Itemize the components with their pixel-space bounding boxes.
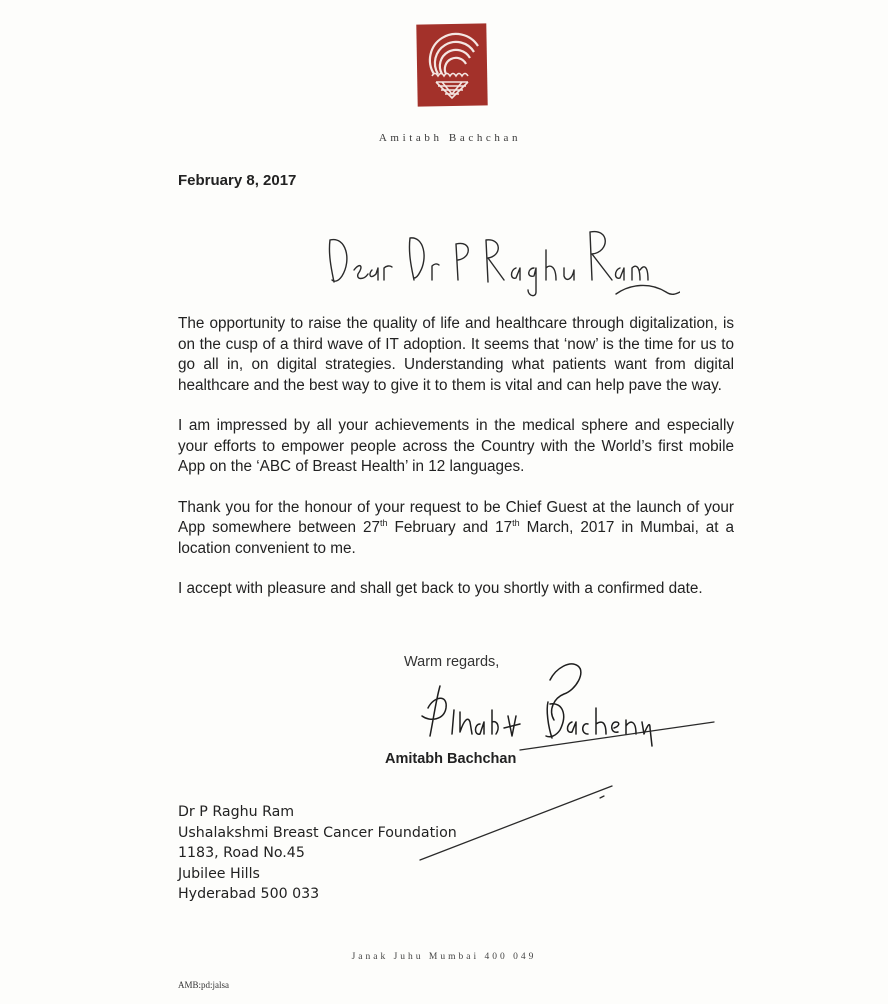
- body-paragraph-1: The opportunity to raise the quality of life and healthcare through digitalization, is on the cusp of a third wave of IT adoption. It seems that ‘now’ is the time for us to go all in, on digital strategies. Understanding what patients want from digital healthcare and the best way to give it to them is vital and can help pave the way.: [178, 315, 734, 394]
- ordinal-suffix-1: th: [380, 517, 388, 528]
- letterhead-name: Amitabh Bachchan: [378, 132, 522, 144]
- letter-body: [178, 314, 734, 620]
- recipient-address: [178, 802, 457, 905]
- body-paragraph-4: I accept with pleasure and shall get back to you shortly with a confirmed date.: [178, 580, 703, 597]
- recipient-organization: Ushalakshmi Breast Cancer Foundation: [178, 824, 457, 841]
- ordinal-suffix-2: th: [512, 517, 520, 528]
- sender-name: Amitabh Bachchan: [385, 751, 517, 767]
- paragraph-3-part-2: February and 17: [387, 519, 513, 536]
- footer-address: Janak Juhu Mumbai 400 049: [351, 952, 537, 962]
- paragraph-3-part-1: Thank you for the honour of your request to be Chief Guest at the launch of your App somewhere between 27: [178, 498, 734, 536]
- recipient-name: Dr P Raghu Ram: [178, 804, 295, 820]
- paragraph-3-part-3: March, 2017 in Mumbai, at a location convenient to me.: [178, 519, 735, 557]
- closing-line: Warm regards,: [404, 654, 500, 670]
- recipient-locality: Jubilee Hills: [178, 865, 260, 882]
- body-paragraph-3: [178, 498, 734, 560]
- recipient-street: 1183, Road No.45: [178, 845, 305, 862]
- reference-code: AMB:pd:jalsa: [178, 980, 229, 990]
- body-paragraph-2: I am impressed by all your achievements in the medical sphere and especially your efforts to empower people across the Country with the World’s first mobile App on the ‘ABC of Breast Health’ in 12 languages.: [178, 417, 734, 475]
- handwritten-salutation: [320, 210, 680, 300]
- letterhead-logo: [416, 22, 488, 108]
- recipient-city: Hyderabad 500 033: [178, 886, 320, 903]
- handwritten-signature: [400, 650, 720, 760]
- letter-date: February 8, 2017: [178, 172, 297, 189]
